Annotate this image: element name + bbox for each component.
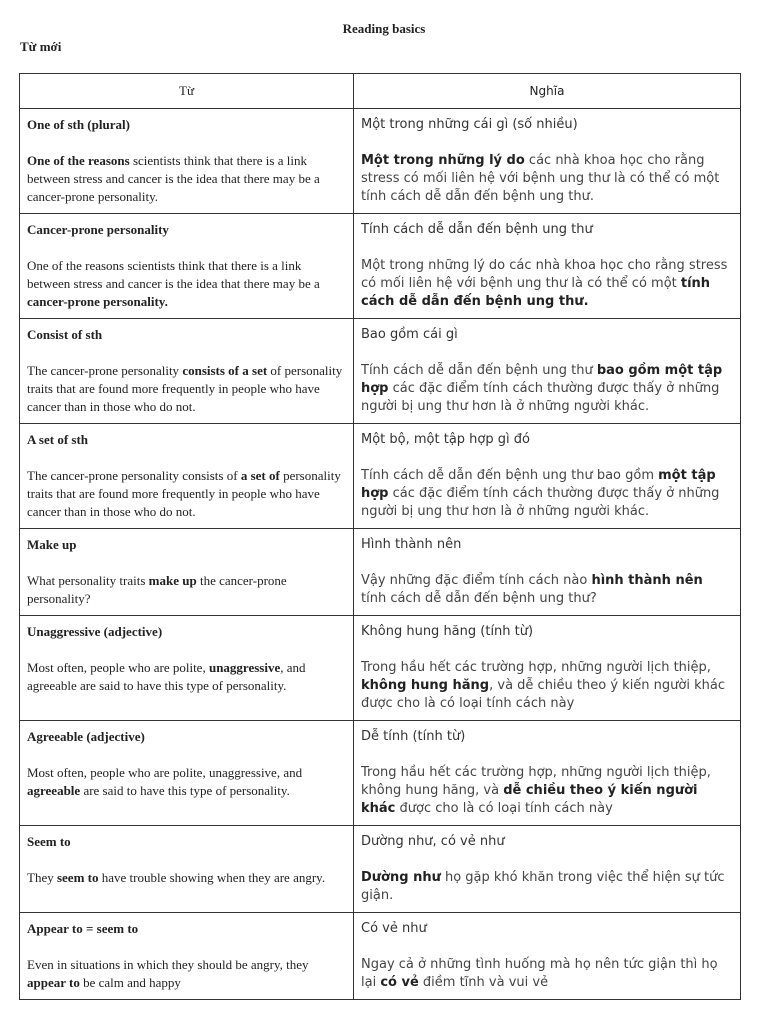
vocab-term: Appear to = seem to (27, 921, 139, 936)
highlighted-phrase: consists of a set (182, 363, 268, 378)
example-translation (361, 152, 732, 206)
vocab-term: Unaggressive (adjective) (27, 624, 163, 639)
word-cell (20, 109, 354, 214)
vocab-meaning: Dường như, có vẻ như (361, 834, 505, 849)
meaning-cell (354, 529, 741, 616)
highlighted-phrase: Một trong những lý do (361, 153, 525, 168)
word-cell (20, 319, 354, 424)
vocab-term: Consist of sth (27, 327, 103, 342)
table-body (20, 109, 741, 1000)
meaning-cell (354, 214, 741, 319)
table-row (20, 721, 741, 826)
table-row (20, 319, 741, 424)
highlighted-phrase: tính cách dễ dẫn đến bệnh ung thư. (361, 276, 711, 309)
vocab-meaning: Dễ tính (tính từ) (361, 729, 466, 744)
text-run: the cancer-prone personality? (27, 573, 287, 606)
text-run: các nhà khoa học cho rằng stress có mối liên hệ với bệnh ung thư là có thể có một tính cách dễ dẫn đến bệnh ung thư. (361, 153, 720, 204)
text-run: , và dễ chiều theo ý kiến người khác được cho là có loại tính cách này (361, 678, 725, 711)
table-row (20, 529, 741, 616)
highlighted-phrase: a set of (240, 468, 280, 483)
example-translation (361, 659, 732, 713)
text-run: personality traits that are found more frequently in people who have cancer than in those who do not. (27, 468, 341, 519)
table-row (20, 109, 741, 214)
example-sentence (27, 764, 345, 800)
highlighted-phrase: cancer-prone personality. (27, 294, 168, 309)
example-translation (361, 764, 732, 818)
header-meaning: Nghĩa (354, 74, 741, 109)
highlighted-phrase: agreeable (27, 783, 81, 798)
highlighted-phrase: hình thành nên (591, 573, 703, 588)
highlighted-phrase: có vẻ (380, 975, 419, 990)
text-run: Trong hầu hết các trường hợp, những người lịch thiệp, (361, 660, 711, 675)
section-heading: Từ mới (20, 39, 62, 54)
text-run: Most often, people who are polite, unaggressive, and (27, 765, 303, 780)
word-cell (20, 529, 354, 616)
meaning-cell (354, 319, 741, 424)
example-sentence (27, 362, 345, 416)
highlighted-phrase: appear to (27, 975, 80, 990)
example-sentence (27, 257, 345, 311)
text-run: of personality traits that are found more frequently in people who have cancer than in those who do not. (27, 363, 343, 414)
text-run: The cancer-prone personality consists of (27, 468, 241, 483)
text-run: Tính cách dễ dẫn đến bệnh ung thư (361, 363, 597, 378)
meaning-cell (354, 913, 741, 1000)
vocab-meaning: Bao gồm cái gì (361, 327, 458, 342)
table-row (20, 616, 741, 721)
meaning-cell (354, 424, 741, 529)
text-run: Tính cách dễ dẫn đến bệnh ung thư bao gồm (361, 468, 659, 483)
vocab-meaning: Một bộ, một tập hợp gì đó (361, 432, 530, 447)
vocab-meaning: Có vẻ như (361, 921, 427, 936)
vocab-term: Seem to (27, 834, 71, 849)
text-run: They (27, 870, 57, 885)
vocab-term: Agreeable (adjective) (27, 729, 145, 744)
text-run: các đặc điểm tính cách thường được thấy ở những người bị ung thư hơn là ở những người khác. (361, 381, 720, 414)
text-run: Vậy những đặc điểm tính cách nào (361, 573, 592, 588)
text-run: Most often, people who are polite, (27, 660, 209, 675)
text-run: scientists think that there is a link between stress and cancer is the idea that there may be a cancer-prone personality. (27, 153, 320, 204)
vocab-term: A set of sth (27, 432, 89, 447)
vocab-term: One of sth (plural) (27, 117, 130, 132)
example-sentence (27, 467, 345, 521)
text-run: các đặc điểm tính cách thường được thấy ở những người bị ung thư hơn là ở những người khác. (361, 486, 720, 519)
header-word: Từ (20, 74, 354, 109)
vocab-term: Make up (27, 537, 77, 552)
example-translation (361, 362, 732, 416)
text-run: What personality traits (27, 573, 149, 588)
table-row (20, 826, 741, 913)
example-sentence (27, 869, 345, 887)
table-row (20, 214, 741, 319)
example-sentence (27, 152, 345, 206)
highlighted-phrase: dễ chiều theo ý kiến người khác (361, 783, 698, 816)
meaning-cell (354, 826, 741, 913)
text-run: họ gặp khó khăn trong việc thể hiện sự tức giận. (361, 870, 725, 903)
text-run: tính cách dễ dẫn đến bệnh ung thư? (361, 591, 597, 606)
word-cell (20, 826, 354, 913)
vocabulary-table (19, 73, 741, 1000)
meaning-cell (354, 109, 741, 214)
highlighted-phrase: unaggressive (208, 660, 281, 675)
document-title: Reading basics (342, 21, 426, 36)
text-run: điềm tĩnh và vui vẻ (418, 975, 549, 990)
highlighted-phrase: make up (148, 573, 197, 588)
text-run: One of the reasons scientists think that there is a link between stress and cancer is the idea that there may be a (27, 258, 320, 291)
highlighted-phrase: bao gồm một tập hợp (361, 363, 723, 396)
table-row (20, 424, 741, 529)
highlighted-phrase: One of the reasons (27, 153, 130, 168)
table-row (20, 913, 741, 1000)
text-run: Một trong những lý do các nhà khoa học cho rằng stress có mối liên hệ với bệnh ung thư là có thể có một (361, 258, 728, 291)
meaning-cell (354, 616, 741, 721)
text-run: Even in situations in which they should be angry, they (27, 957, 309, 972)
vocab-term: Cancer-prone personality (27, 222, 169, 237)
example-translation (361, 956, 732, 992)
text-run: được cho là có loại tính cách này (395, 801, 613, 816)
text-run: , and agreeable are said to have this type of personality. (27, 660, 306, 693)
highlighted-phrase: một tập hợp (361, 468, 716, 501)
vocab-meaning: Tính cách dễ dẫn đến bệnh ung thư (361, 222, 593, 237)
word-cell (20, 616, 354, 721)
text-run: The cancer-prone personality (27, 363, 183, 378)
meaning-cell (354, 721, 741, 826)
highlighted-phrase: Dường như (361, 870, 441, 885)
text-run: Trong hầu hết các trường hợp, những người lịch thiệp, không hung hăng, và (361, 765, 711, 798)
word-cell (20, 913, 354, 1000)
text-run: Ngay cả ở những tình huống mà họ nên tức giận thì họ lại (361, 957, 718, 990)
word-cell (20, 721, 354, 826)
example-sentence (27, 659, 345, 695)
text-run: have trouble showing when they are angry. (98, 870, 326, 885)
table-header-row (20, 74, 741, 109)
word-cell (20, 214, 354, 319)
highlighted-phrase: không hung hăng (361, 678, 490, 693)
vocab-meaning: Không hung hăng (tính từ) (361, 624, 534, 639)
vocab-meaning: Hình thành nên (361, 537, 462, 552)
example-translation (361, 572, 732, 608)
example-sentence (27, 956, 345, 992)
example-sentence (27, 572, 345, 608)
example-translation (361, 467, 732, 521)
word-cell (20, 424, 354, 529)
highlighted-phrase: seem to (56, 870, 99, 885)
vocab-meaning: Một trong những cái gì (số nhiều) (361, 117, 578, 132)
example-translation (361, 257, 732, 311)
text-run: be calm and happy (79, 975, 181, 990)
example-translation (361, 869, 732, 905)
text-run: are said to have this type of personality. (80, 783, 290, 798)
